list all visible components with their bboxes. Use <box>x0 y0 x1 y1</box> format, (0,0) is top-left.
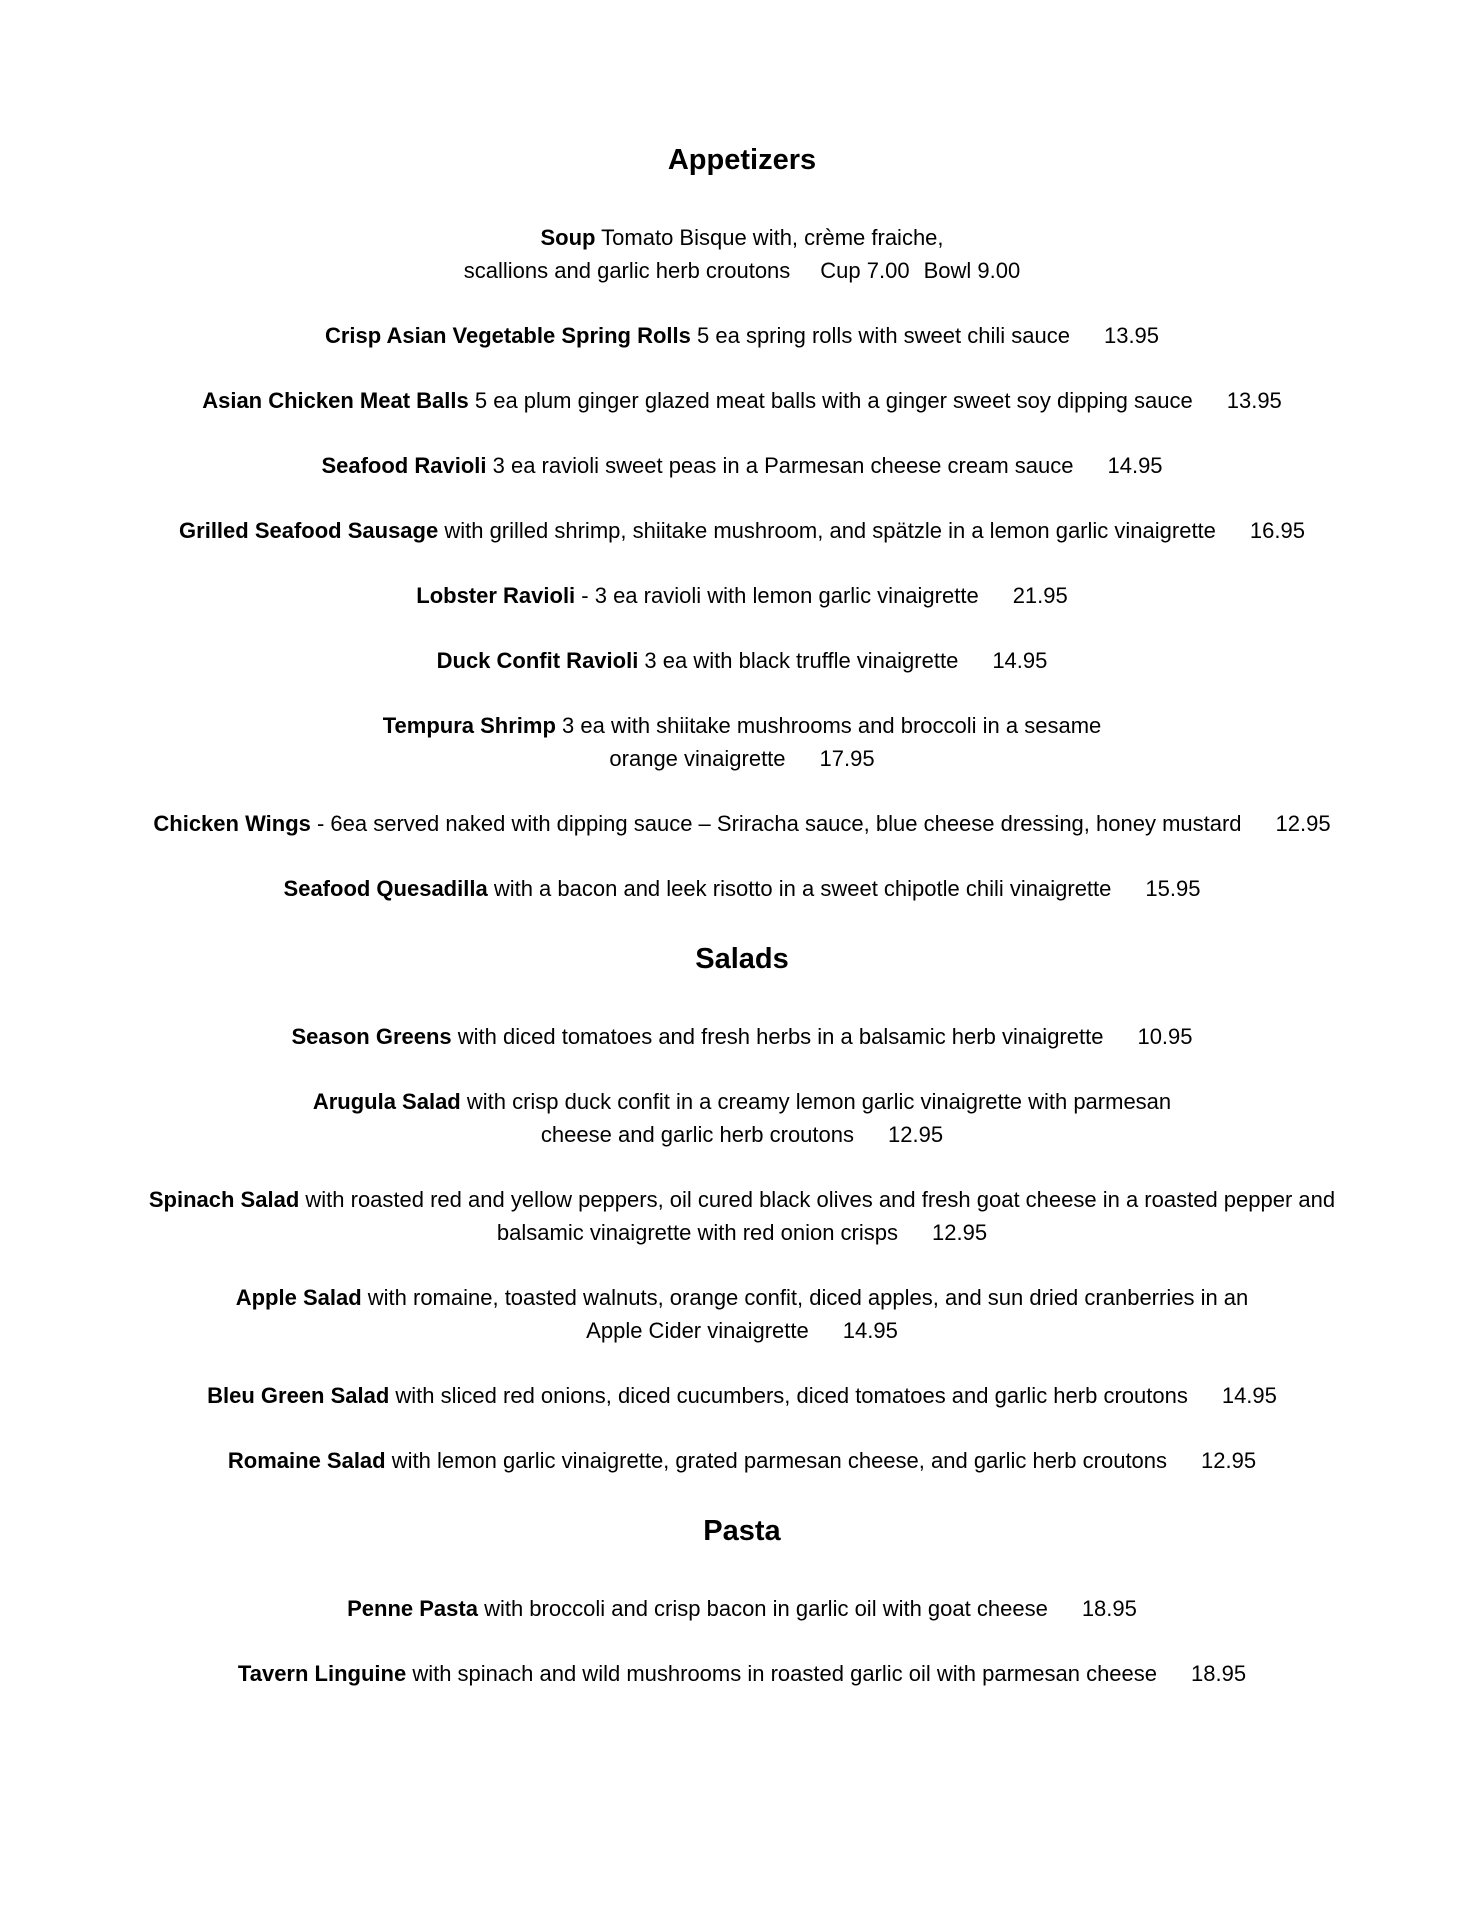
menu-item-soup <box>0 221 1484 287</box>
item-name: Arugula Salad <box>312 1089 461 1114</box>
item-description: with crisp duck confit in a creamy lemon garlic vinaigrette with parmesan <box>460 1089 1172 1114</box>
item-name: Lobster Ravioli <box>416 583 576 608</box>
menu-item <box>0 384 1484 417</box>
salads-list <box>0 1020 1484 1477</box>
menu-item <box>0 1379 1484 1412</box>
item-description-cont: cheese and garlic herb croutons <box>540 1122 855 1147</box>
salads-section <box>0 937 1484 1477</box>
item-description: with a bacon and leek risotto in a sweet chipotle chili vinaigrette <box>487 876 1112 901</box>
item-price: 12.95 <box>888 1122 944 1147</box>
menu-item <box>0 872 1484 905</box>
menu-item <box>0 1281 1484 1347</box>
item-price: 14.95 <box>1107 453 1163 478</box>
appetizers-title: Appetizers <box>667 144 817 176</box>
item-name: Grilled Seafood Sausage <box>179 518 439 543</box>
item-line-2 <box>40 1118 1444 1151</box>
item-name: Chicken Wings <box>153 811 311 836</box>
item-description: 5 ea plum ginger glazed meat balls with a ginger sweet soy dipping sauce <box>468 388 1193 413</box>
menu-item <box>0 449 1484 482</box>
item-name: Romaine Salad <box>227 1448 386 1473</box>
item-price: 13.95 <box>1226 388 1282 413</box>
menu-item <box>0 644 1484 677</box>
item-name: Crisp Asian Vegetable Spring Rolls <box>324 323 691 348</box>
item-description: - 6ea served naked with dipping sauce – Sriracha sauce, blue cheese dressing, honey mustard <box>310 811 1242 836</box>
item-price: 13.95 <box>1103 323 1160 348</box>
pasta-section <box>0 1509 1484 1690</box>
item-price: 15.95 <box>1145 876 1201 901</box>
item-name: Penne Pasta <box>347 1596 478 1621</box>
item-description: with sliced red onions, diced cucumbers, diced tomatoes and garlic herb croutons <box>389 1383 1188 1408</box>
item-name: Apple Salad <box>235 1285 362 1310</box>
item-line-1 <box>40 709 1444 742</box>
price-cup: Cup 7.00 <box>820 258 910 283</box>
item-price: 16.95 <box>1249 518 1305 543</box>
menu-item <box>0 1085 1484 1151</box>
menu-item <box>0 1657 1484 1690</box>
item-description-cont: orange vinaigrette <box>609 746 786 771</box>
menu-item <box>0 1020 1484 1053</box>
menu-item-tempura-shrimp <box>0 709 1484 775</box>
item-line-2 <box>40 742 1444 775</box>
item-description: - 3 ea ravioli with lemon garlic vinaigrette <box>575 583 979 608</box>
item-description: with roasted red and yellow peppers, oil cured black olives and fresh goat cheese in a roasted pepper and <box>299 1187 1336 1212</box>
soup-line-2 <box>40 254 1444 287</box>
item-description: 3 ea ravioli sweet peas in a Parmesan cheese cream sauce <box>486 453 1074 478</box>
item-name: Soup <box>540 225 596 250</box>
item-description: with diced tomatoes and fresh herbs in a balsamic herb vinaigrette <box>451 1024 1104 1049</box>
item-description: 3 ea with shiitake mushrooms and broccoli in a sesame <box>555 713 1102 738</box>
item-name: Season Greens <box>291 1024 452 1049</box>
item-description: with lemon garlic vinaigrette, grated parmesan cheese, and garlic herb croutons <box>385 1448 1168 1473</box>
item-price: 21.95 <box>1012 583 1068 608</box>
pasta-list <box>0 1592 1484 1690</box>
item-line-1 <box>40 1085 1444 1118</box>
item-name: Duck Confit Ravioli <box>436 648 639 673</box>
appetizers-list <box>0 221 1484 905</box>
item-line-1 <box>40 1281 1444 1314</box>
pasta-title: Pasta <box>703 1515 781 1547</box>
item-price: 14.95 <box>842 1318 898 1343</box>
menu-item <box>0 1444 1484 1477</box>
item-description-cont: balsamic vinaigrette with red onion crisps <box>496 1220 898 1245</box>
item-name: Asian Chicken Meat Balls <box>202 388 469 413</box>
soup-line-1 <box>40 221 1444 254</box>
item-name: Seafood Ravioli <box>321 453 487 478</box>
item-price: 12.95 <box>1275 811 1331 836</box>
menu-item <box>0 1592 1484 1625</box>
item-price: 14.95 <box>1221 1383 1277 1408</box>
menu-item <box>0 579 1484 612</box>
item-price: 12.95 <box>932 1220 988 1245</box>
item-line-2 <box>40 1216 1444 1249</box>
item-name: Tavern Linguine <box>237 1661 407 1686</box>
item-line-1 <box>40 1183 1444 1216</box>
item-description-cont: scallions and garlic herb croutons <box>463 258 791 283</box>
item-description: with grilled shrimp, shiitake mushroom, and spätzle in a lemon garlic vinaigrette <box>438 518 1216 543</box>
item-price: 14.95 <box>992 648 1048 673</box>
item-line-2 <box>40 1314 1444 1347</box>
item-price: 18.95 <box>1191 1661 1247 1686</box>
item-description: 5 ea spring rolls with sweet chili sauce <box>690 323 1070 348</box>
item-price: 10.95 <box>1137 1024 1193 1049</box>
menu-item <box>0 807 1484 840</box>
item-price: 12.95 <box>1201 1448 1257 1473</box>
item-name: Bleu Green Salad <box>207 1383 390 1408</box>
item-price: 18.95 <box>1081 1596 1137 1621</box>
item-name: Seafood Quesadilla <box>283 876 488 901</box>
price-bowl: Bowl 9.00 <box>923 258 1021 283</box>
item-price: 17.95 <box>819 746 875 771</box>
item-description-cont: Apple Cider vinaigrette <box>586 1318 809 1343</box>
salads-title: Salads <box>695 943 789 975</box>
item-description: with romaine, toasted walnuts, orange confit, diced apples, and sun dried cranberries in an <box>361 1285 1249 1310</box>
item-description: 3 ea with black truffle vinaigrette <box>638 648 959 673</box>
item-description: with spinach and wild mushrooms in roasted garlic oil with parmesan cheese <box>406 1661 1158 1686</box>
menu-item <box>0 1183 1484 1249</box>
item-description: Tomato Bisque with, crème fraiche, <box>595 225 944 250</box>
item-description: with broccoli and crisp bacon in garlic oil with goat cheese <box>477 1596 1048 1621</box>
menu-item <box>0 514 1484 547</box>
item-name: Tempura Shrimp <box>382 713 556 738</box>
menu-item <box>0 319 1484 352</box>
item-name: Spinach Salad <box>148 1187 300 1212</box>
appetizers-section <box>0 138 1484 905</box>
